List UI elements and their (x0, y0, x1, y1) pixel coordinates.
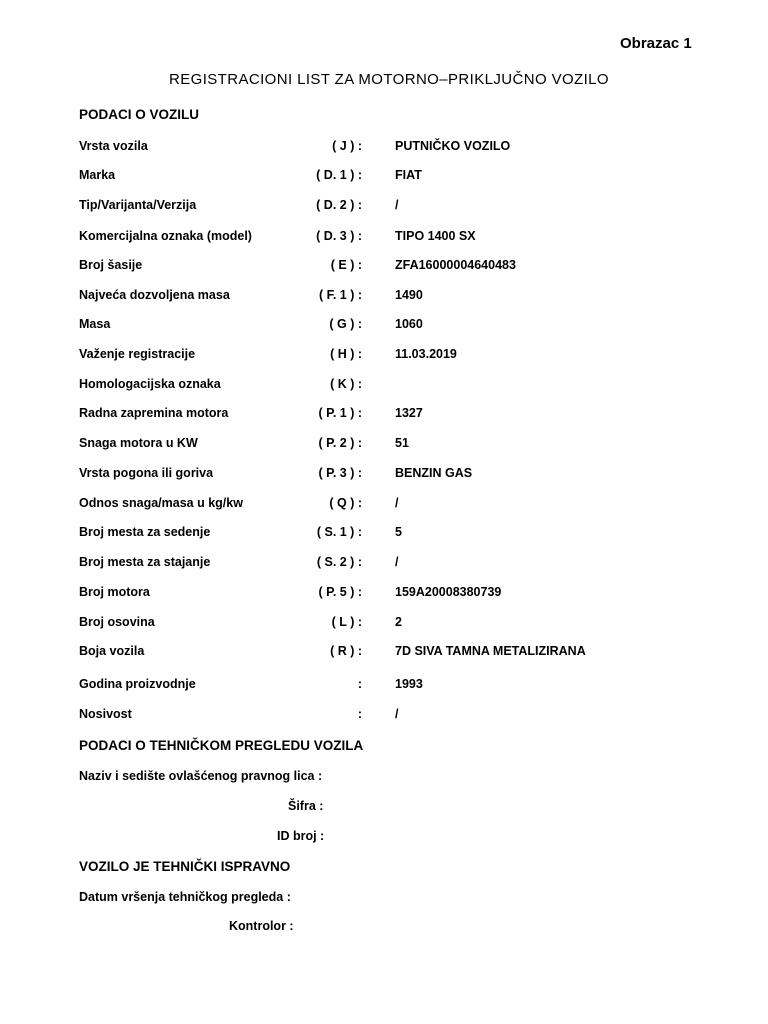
field-value: 5 (395, 525, 402, 539)
field-code: ( K ) : (330, 377, 362, 391)
form-number: Obrazac 1 (620, 35, 692, 52)
vehicle-data-row (0, 317, 768, 335)
code-label: Šifra : (288, 799, 324, 813)
field-value: 1060 (395, 317, 423, 331)
field-value: 1490 (395, 288, 423, 302)
field-value: TIPO 1400 SX (395, 229, 476, 243)
field-code: : (357, 677, 362, 691)
field-code: ( F. 1 ) : (318, 288, 362, 302)
field-label: Snaga motora u KW (79, 436, 198, 450)
field-value: / (395, 555, 399, 569)
field-code: ( L ) : (331, 615, 362, 629)
vehicle-data-row (0, 555, 768, 573)
field-label: Homologacijska oznaka (79, 377, 221, 391)
field-code: ( R ) : (330, 644, 362, 658)
vehicle-data-row (0, 347, 768, 365)
field-label: Odnos snaga/masa u kg/kw (79, 496, 243, 510)
field-value: 1327 (395, 406, 423, 420)
field-code: ( S. 2 ) : (316, 555, 362, 569)
field-label: Komercijalna oznaka (model) (79, 229, 252, 243)
field-label: Najveća dozvoljena masa (79, 288, 230, 302)
field-label: Važenje registracije (79, 347, 196, 361)
field-label: Broj mesta za sedenje (79, 525, 211, 539)
field-value: 7D SIVA TAMNA METALIZIRANA (395, 644, 586, 658)
field-label: Broj mesta za stajanje (79, 555, 211, 569)
vehicle-data-row (0, 644, 768, 662)
field-code: ( S. 1 ) : (316, 525, 362, 539)
vehicle-data-row (0, 168, 768, 186)
document-title: REGISTRACIONI LIST ZA MOTORNO–PRIKLJUČNO VOZILO (169, 71, 609, 88)
vehicle-data-row (0, 436, 768, 454)
field-code: ( Q ) : (329, 496, 362, 510)
inspection-section-heading: PODACI O TEHNIČKOM PREGLEDU VOZILA (79, 738, 364, 753)
field-code: ( D. 3 ) : (316, 229, 362, 243)
field-code: ( D. 2 ) : (316, 198, 362, 212)
vehicle-data-row (0, 377, 768, 395)
field-value: ZFA16000004640483 (395, 258, 516, 272)
field-value: 159A20008380739 (395, 585, 502, 599)
field-label: Marka (79, 168, 116, 182)
inspection-date-label: Datum vršenja tehničkog pregleda : (79, 890, 291, 904)
field-code: ( E ) : (330, 258, 362, 272)
field-code: ( G ) : (329, 317, 362, 331)
field-label: Nosivost (79, 707, 132, 721)
id-number-label: ID broj : (277, 829, 325, 843)
field-label: Broj motora (79, 585, 150, 599)
field-label: Godina proizvodnje (79, 677, 196, 691)
controller-label: Kontrolor : (229, 919, 294, 933)
vehicle-data-row (0, 406, 768, 424)
field-label: Vrsta vozila (79, 139, 148, 153)
vehicle-data-row (0, 258, 768, 276)
vehicle-data-row (0, 229, 768, 247)
field-value: 11.03.2019 (395, 347, 457, 361)
field-label: Broj šasije (79, 258, 143, 272)
field-code: ( P. 5 ) : (318, 585, 362, 599)
field-code: ( P. 3 ) : (318, 466, 362, 480)
field-label: Masa (79, 317, 111, 331)
vehicle-status-heading: VOZILO JE TEHNIČKI ISPRAVNO (79, 859, 291, 874)
field-label: Tip/Varijanta/Verzija (79, 198, 197, 212)
vehicle-data-row (0, 585, 768, 603)
field-value: PUTNIČKO VOZILO (395, 139, 511, 153)
vehicle-data-row (0, 198, 768, 216)
field-code: ( D. 1 ) : (316, 168, 362, 182)
vehicle-data-row (0, 525, 768, 543)
field-value: BENZIN GAS (395, 466, 473, 480)
field-value: / (395, 496, 399, 510)
field-value: 51 (395, 436, 409, 450)
vehicle-data-row (0, 707, 768, 725)
field-value: / (395, 198, 399, 212)
field-value: 1993 (395, 677, 423, 691)
vehicle-data-row (0, 496, 768, 514)
field-value: 2 (395, 615, 402, 629)
vehicle-data-row (0, 615, 768, 633)
authorized-entity-label: Naziv i sedište ovlašćenog pravnog lica : (79, 769, 323, 783)
field-label: Vrsta pogona ili goriva (79, 466, 214, 480)
field-code: ( J ) : (332, 139, 362, 153)
vehicle-data-row (0, 466, 768, 484)
field-label: Boja vozila (79, 644, 145, 658)
vehicle-section-heading: PODACI O VOZILU (79, 107, 200, 122)
field-label: Broj osovina (79, 615, 155, 629)
vehicle-data-row (0, 288, 768, 306)
field-value: / (395, 707, 399, 721)
field-code: ( P. 2 ) : (318, 436, 362, 450)
vehicle-data-row (0, 139, 768, 157)
field-code: ( H ) : (330, 347, 362, 361)
field-value: FIAT (395, 168, 422, 182)
field-code: ( P. 1 ) : (318, 406, 362, 420)
vehicle-data-row (0, 677, 768, 695)
field-label: Radna zapremina motora (79, 406, 229, 420)
field-code: : (357, 707, 362, 721)
